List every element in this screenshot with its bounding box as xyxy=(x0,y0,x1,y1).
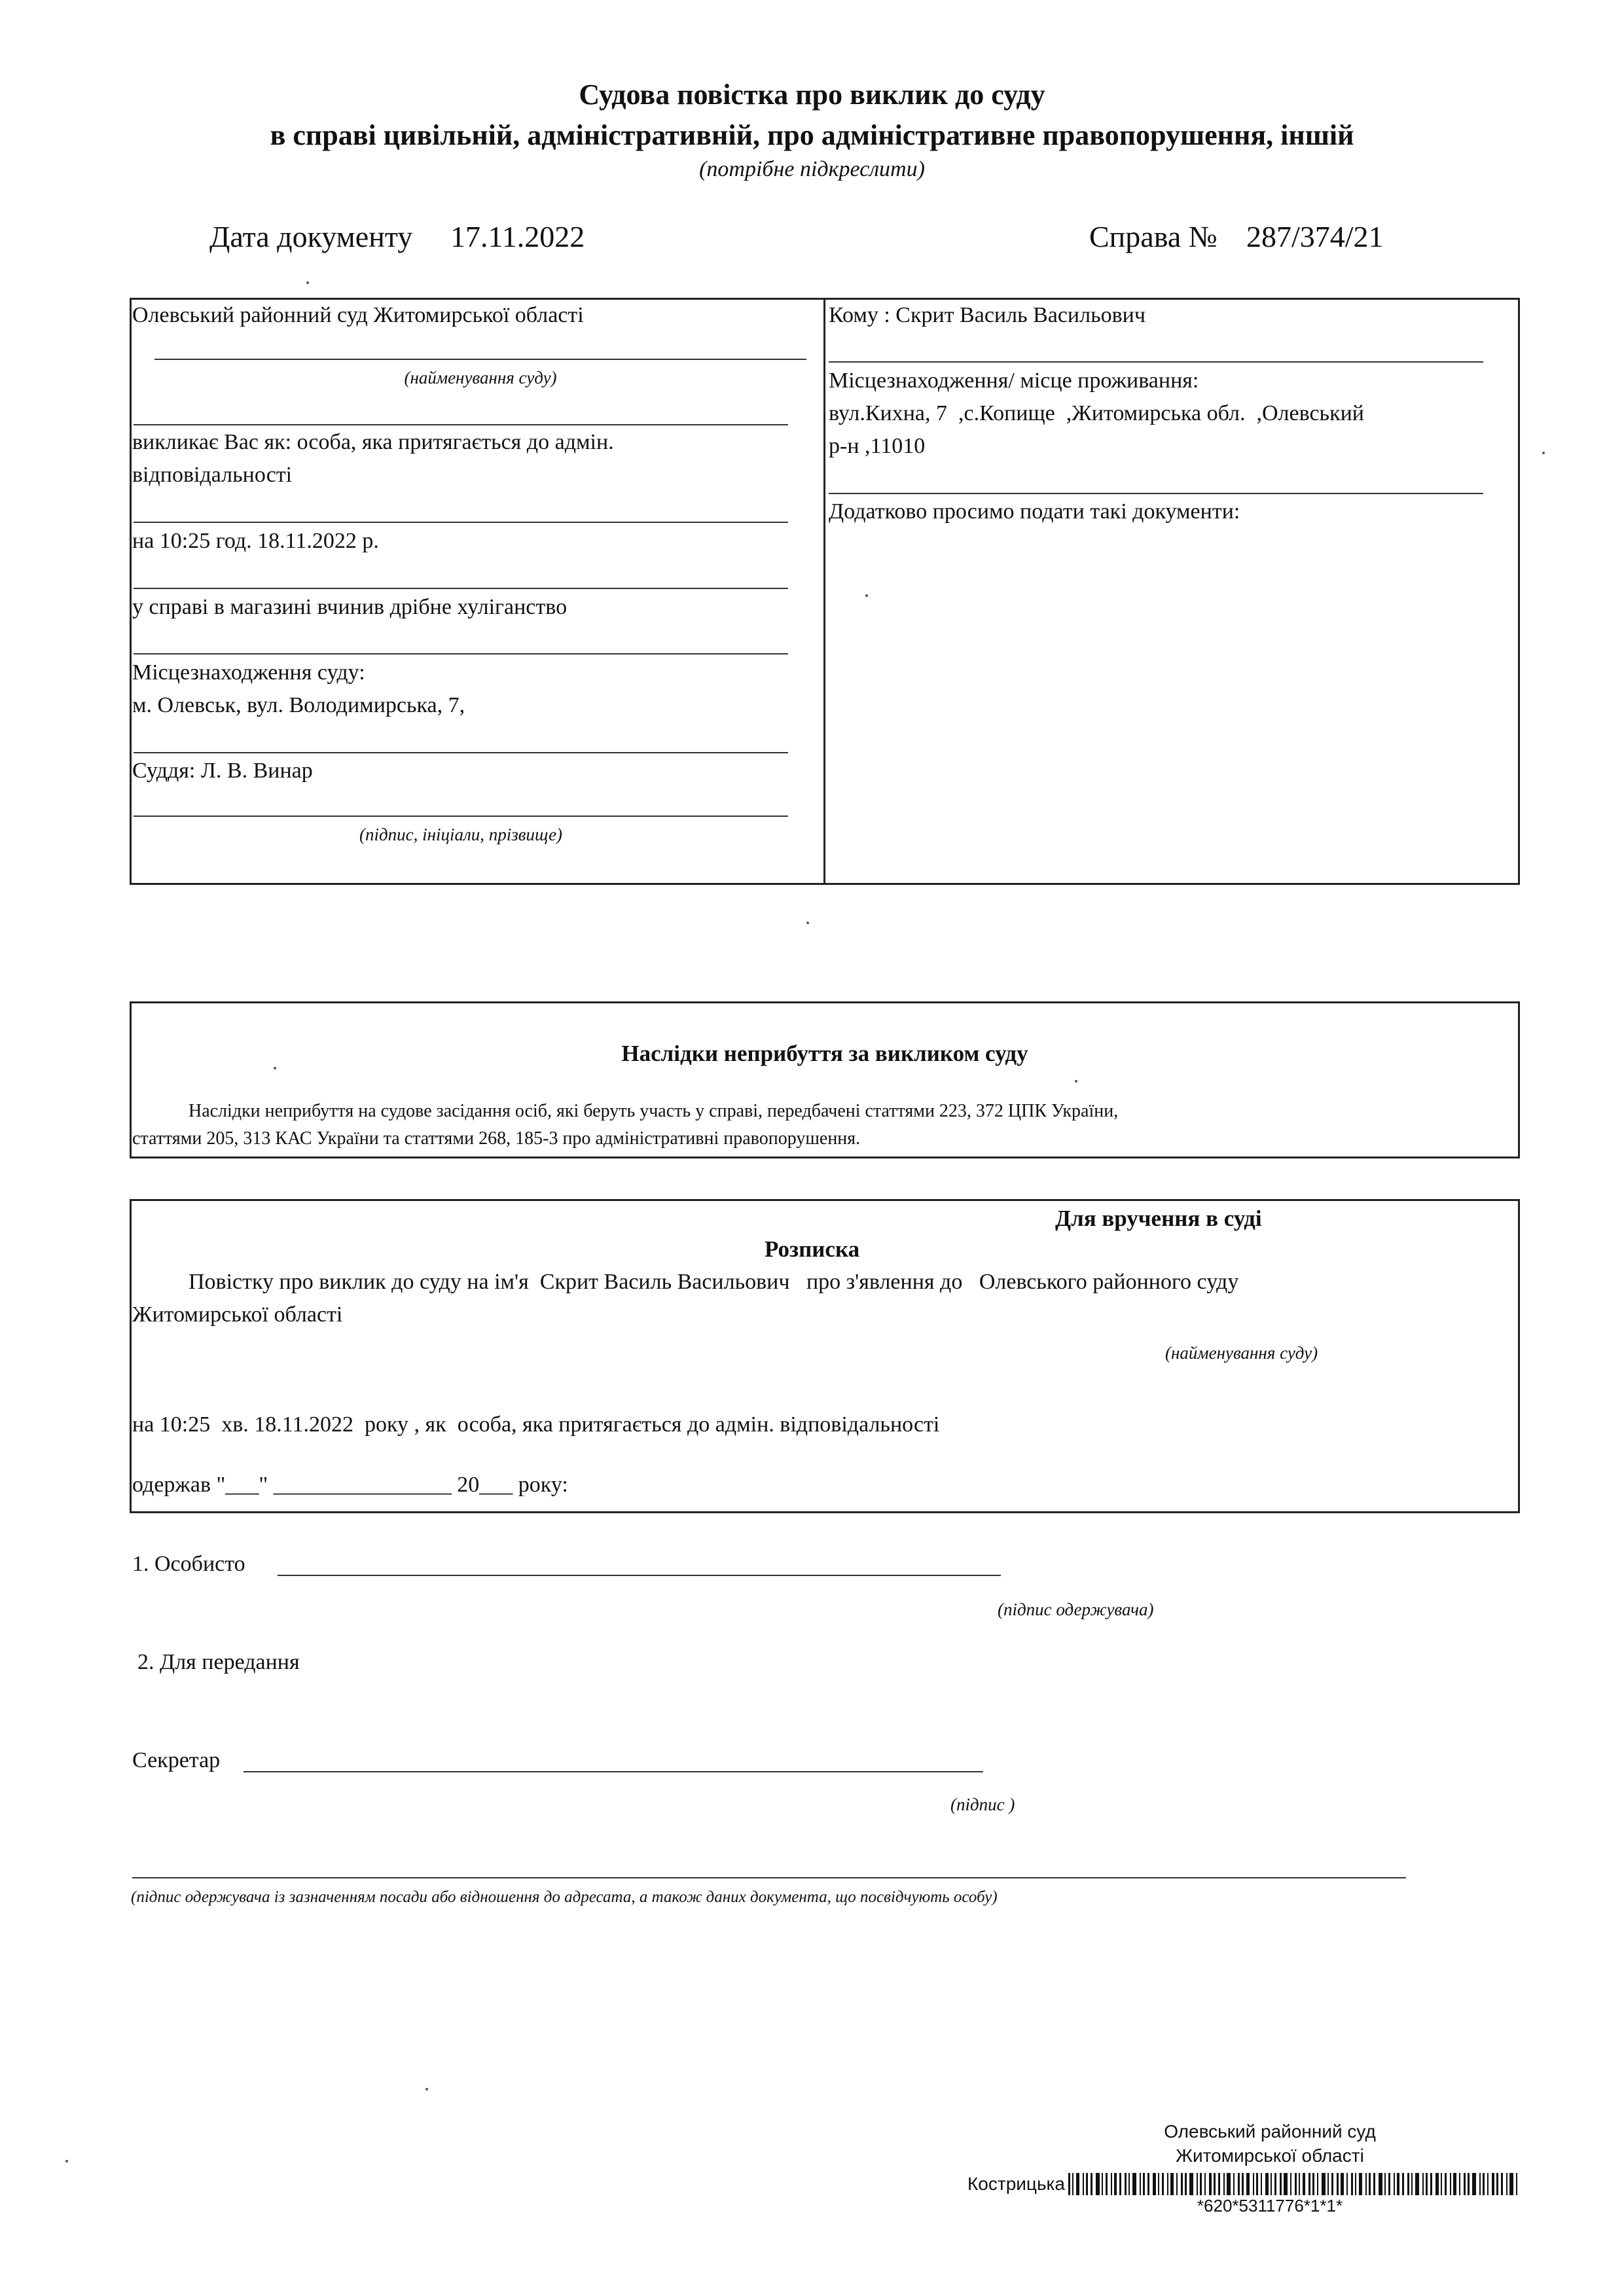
barcode-bar xyxy=(1483,2173,1485,2195)
barcode-bar xyxy=(1445,2173,1447,2195)
court-address-label: Місцезнаходження суду: xyxy=(132,660,365,685)
court-name-caption: (найменування суду) xyxy=(404,368,557,387)
barcode-bar xyxy=(1091,2173,1092,2195)
barcode-bar xyxy=(1068,2173,1070,2195)
barcode-bar xyxy=(1501,2173,1503,2195)
barcode-bar xyxy=(1322,2173,1326,2195)
called-as-line2: відповідальності xyxy=(132,463,293,487)
barcode-bar xyxy=(1295,2173,1297,2195)
recipient-details-line[interactable] xyxy=(132,1877,1406,1878)
barcode-bar xyxy=(1072,2173,1074,2195)
barcode-bar xyxy=(1083,2173,1084,2195)
personal-label: 1. Особисто xyxy=(132,1552,245,1576)
case-label: Справа № xyxy=(1089,220,1218,253)
date-label: Дата документу xyxy=(209,220,413,253)
barcode-bar xyxy=(1265,2173,1269,2195)
barcode-bar xyxy=(1153,2173,1156,2195)
recipient-details-caption: (підпис одержувача із зазначенням посади або відношення до адресата, а також даних документа, що посвідчують особу) xyxy=(131,1888,998,1906)
barcode-bar xyxy=(1351,2173,1353,2195)
page-title-line2: в справі цивільній, адміністративній, про адміністративне правопорушення, іншій xyxy=(270,119,1354,151)
barcode-bar xyxy=(1140,2173,1141,2195)
barcode-text: *620*5311776*1*1* xyxy=(1197,2196,1343,2215)
barcode-bar xyxy=(1346,2173,1348,2195)
consequences-text-line2: статтями 205, 313 КАС України та статтями 268, 185-3 про адміністративні правопорушення. xyxy=(132,1128,861,1149)
barcode-bar xyxy=(1415,2173,1419,2195)
barcode-bar xyxy=(1119,2173,1121,2195)
barcode-bar xyxy=(1218,2173,1220,2195)
secretary-signature-caption: (підпис ) xyxy=(950,1795,1015,1814)
barcode-bar xyxy=(1132,2173,1136,2195)
barcode-bar xyxy=(1114,2173,1117,2195)
barcode-bar xyxy=(1143,2173,1145,2195)
barcode-bar xyxy=(1394,2173,1395,2195)
scan-speck xyxy=(1075,1080,1077,1083)
barcode-bar xyxy=(1430,2173,1432,2195)
barcode-bar xyxy=(1185,2173,1187,2195)
barcode-bar xyxy=(1487,2173,1489,2195)
barcode-bar xyxy=(1373,2173,1375,2195)
barcode-bar xyxy=(1147,2173,1149,2195)
barcode-bar xyxy=(1516,2173,1517,2195)
date-value: 17.11.2022 xyxy=(450,220,585,253)
barcode-bar xyxy=(1197,2173,1198,2195)
residence-address-line2: р-н ,11010 xyxy=(829,434,926,458)
barcode-bar xyxy=(1496,2173,1498,2195)
barcode-bar xyxy=(1261,2173,1262,2195)
scan-speck xyxy=(425,2088,428,2090)
scan-speck xyxy=(865,594,868,597)
barcode-bar xyxy=(1106,2173,1108,2195)
barcode-bar xyxy=(1312,2173,1314,2195)
footer-court-region: Житомирської області xyxy=(1176,2145,1364,2166)
barcode-bar xyxy=(1407,2173,1409,2195)
barcode-bar xyxy=(1209,2173,1212,2195)
barcode-bar xyxy=(1337,2173,1339,2195)
barcode-bar xyxy=(1402,2173,1404,2195)
receipt-court-caption: (найменування суду) xyxy=(1165,1343,1318,1363)
barcode-bar xyxy=(1479,2173,1481,2195)
barcode-bar xyxy=(1242,2173,1244,2195)
barcode-bar xyxy=(1365,2173,1367,2195)
barcode-bar xyxy=(1509,2173,1513,2195)
barcode-bar xyxy=(1355,2173,1356,2195)
barcode-bar xyxy=(1388,2173,1390,2195)
barcode-bar xyxy=(1506,2173,1507,2195)
case-number: 287/374/21 xyxy=(1246,220,1384,253)
judge-caption: (підпис, ініціали, прізвище) xyxy=(359,825,563,844)
barcode-bar xyxy=(1162,2173,1164,2195)
for-court-label: Для вручення в суді xyxy=(1055,1206,1262,1231)
residence-label: Місцезнаходження/ місце проживання: xyxy=(829,368,1199,393)
barcode-bar xyxy=(1299,2173,1300,2195)
barcode-bar xyxy=(1450,2173,1451,2195)
barcode-bar xyxy=(1200,2173,1202,2195)
scan-speck xyxy=(274,1067,276,1069)
secretary-label: Секретар xyxy=(132,1748,221,1772)
barcode-bar xyxy=(1411,2173,1413,2195)
barcode-bar xyxy=(1379,2173,1382,2195)
barcode-bar xyxy=(1076,2173,1079,2195)
barcode-bar xyxy=(1214,2173,1216,2195)
recipient-name: Кому : Скрит Василь Васильович xyxy=(829,303,1146,327)
barcode-bar xyxy=(1246,2173,1250,2195)
barcode-bar xyxy=(1227,2173,1231,2195)
called-as: викликає Вас як: особа, яка притягається до адмін. xyxy=(132,430,614,454)
barcode-bar xyxy=(1253,2173,1254,2195)
for-transfer-label: 2. Для передання xyxy=(137,1650,300,1674)
scan-speck xyxy=(1542,452,1545,454)
barcode-bar xyxy=(1422,2173,1424,2195)
summons-divider xyxy=(823,298,825,885)
barcode-bar xyxy=(1189,2173,1193,2195)
barcode-bar xyxy=(1125,2173,1127,2195)
receipt-time: на 10:25 хв. 18.11.2022 року , як особа, яка притягається до адмін. відповідальності xyxy=(132,1412,940,1437)
barcode-bar xyxy=(1284,2173,1288,2195)
secretary-signature-line[interactable] xyxy=(244,1771,983,1772)
barcode-bar xyxy=(1204,2173,1206,2195)
barcode-bar xyxy=(1167,2173,1168,2195)
barcode-bar xyxy=(1238,2173,1240,2195)
barcode-bar xyxy=(1170,2173,1174,2195)
barcode-bar xyxy=(1274,2173,1276,2195)
barcode-bar xyxy=(1308,2173,1310,2195)
personal-signature-line[interactable] xyxy=(278,1575,1001,1576)
barcode-bar xyxy=(1158,2173,1159,2195)
received-line: одержав "___" ________________ 20___ року: xyxy=(132,1473,568,1497)
barcode-bar xyxy=(1464,2173,1466,2195)
barcode-bar xyxy=(1468,2173,1470,2195)
scan-speck xyxy=(306,281,309,284)
barcode-bar xyxy=(1331,2173,1333,2195)
barcode-bar xyxy=(1426,2173,1428,2195)
court-name: Олевський районний суд Житомирської області xyxy=(132,303,584,327)
consequences-text: Наслідки неприбуття на судове засідання осіб, які беруть участь у справі, передбачені статтями 223, 372 ЦПК України, xyxy=(189,1101,1119,1121)
hearing-time: на 10:25 год. 18.11.2022 р. xyxy=(132,529,379,553)
barcode-bar xyxy=(1397,2173,1399,2195)
barcode-bar xyxy=(1359,2173,1362,2195)
barcode-bar xyxy=(1441,2173,1442,2195)
extra-documents: Додатково просимо подати такі документи: xyxy=(829,499,1240,524)
court-address: м. Олевськ, вул. Володимирська, 7, xyxy=(132,693,465,717)
barcode xyxy=(1068,2173,1526,2197)
barcode-bar xyxy=(1435,2173,1439,2195)
scan-speck xyxy=(806,922,809,924)
barcode-bar xyxy=(1111,2173,1112,2195)
barcode-bar xyxy=(1384,2173,1386,2195)
barcode-bar xyxy=(1303,2173,1305,2195)
page-subtitle: (потрібне підкреслити) xyxy=(699,157,925,181)
barcode-bar xyxy=(1176,2173,1178,2195)
barcode-bar xyxy=(1181,2173,1183,2195)
footer-court-name: Олевський районний суд xyxy=(1164,2121,1376,2142)
barcode-bar xyxy=(1317,2173,1318,2195)
page-title: Судова повістка про виклик до суду xyxy=(579,79,1045,111)
receipt-text-line2: Житомирської області xyxy=(132,1302,343,1327)
barcode-bar xyxy=(1102,2173,1103,2195)
recipient-signature-caption: (підпис одержувача) xyxy=(998,1600,1154,1619)
receipt-title: Розписка xyxy=(765,1236,860,1262)
receipt-text: Повістку про виклик до суду на ім'я Скрит Василь Васильович про з'явлення до Олевського районного суду xyxy=(189,1270,1239,1294)
consequences-title: Наслідки неприбуття за викликом суду xyxy=(621,1041,1028,1066)
clerk-name: Кострицька xyxy=(967,2174,1065,2194)
residence-address: вул.Кихна, 7 ,с.Копище ,Житомирська обл. ,Олевський xyxy=(829,401,1364,425)
case-subject: у справі в магазині вчинив дрібне хуліганство xyxy=(132,595,568,619)
barcode-bar xyxy=(1492,2173,1494,2195)
judge-name: Суддя: Л. В. Винар xyxy=(132,759,313,783)
barcode-bar xyxy=(1256,2173,1258,2195)
barcode-bar xyxy=(1233,2173,1235,2195)
barcode-bar xyxy=(1369,2173,1371,2195)
barcode-bar xyxy=(1290,2173,1291,2195)
scan-speck xyxy=(65,2160,68,2162)
barcode-bar xyxy=(1327,2173,1329,2195)
barcode-bar xyxy=(1472,2173,1476,2195)
barcode-bar xyxy=(1223,2173,1225,2195)
barcode-bar xyxy=(1096,2173,1100,2195)
barcode-bar xyxy=(1453,2173,1456,2195)
barcode-bar xyxy=(1086,2173,1088,2195)
barcode-bar xyxy=(1341,2173,1344,2195)
barcode-bar xyxy=(1128,2173,1130,2195)
barcode-bar xyxy=(1459,2173,1460,2195)
barcode-bar xyxy=(1280,2173,1282,2195)
barcode-bar xyxy=(1271,2173,1272,2195)
